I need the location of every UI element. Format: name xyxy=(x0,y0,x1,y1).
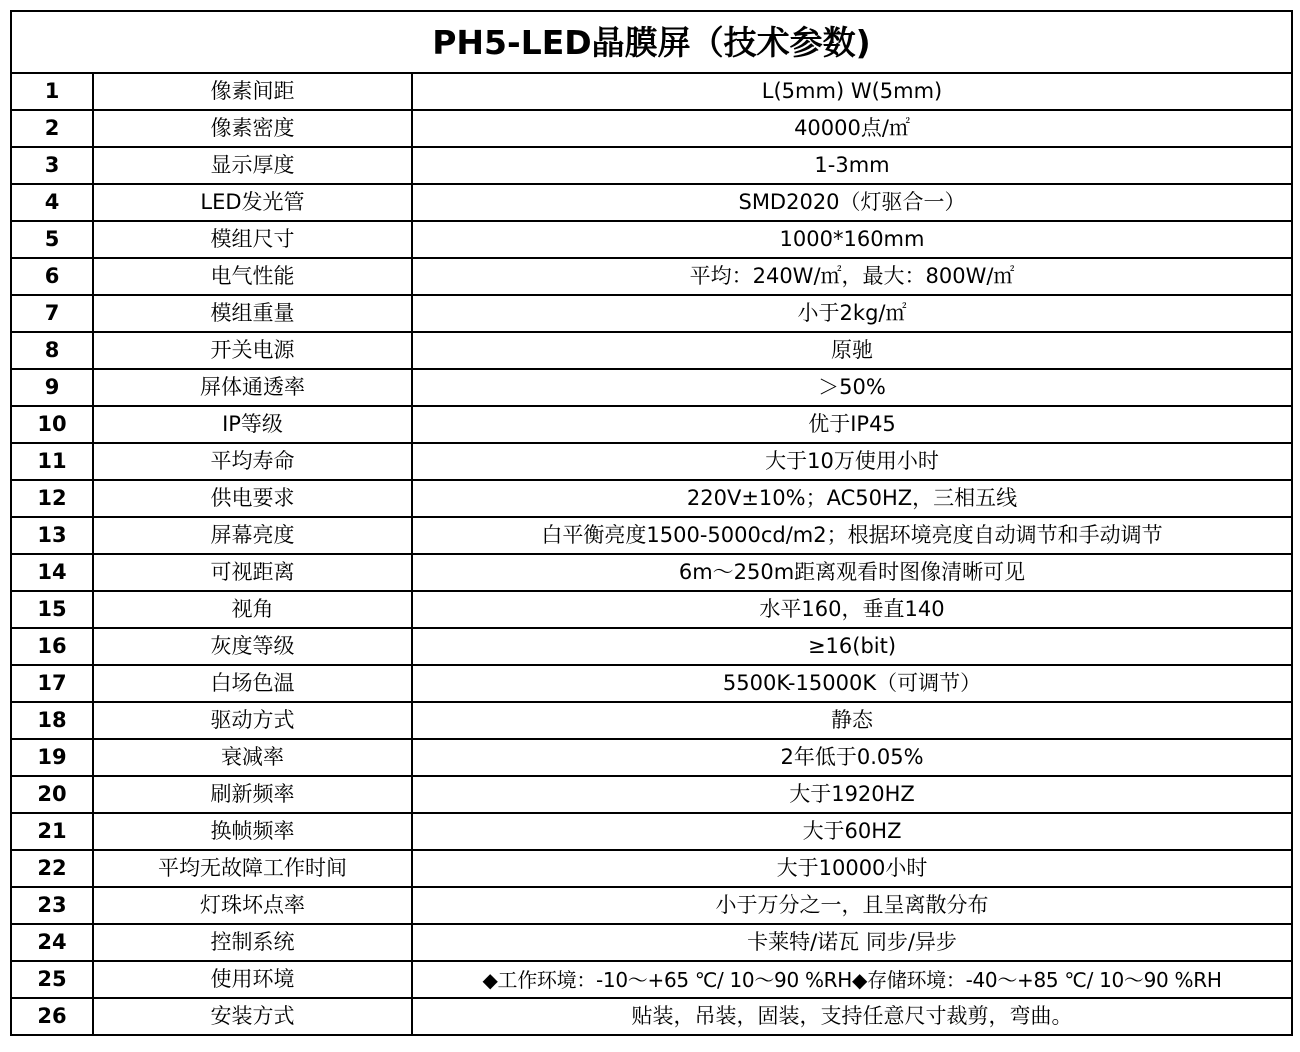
row-number: 16 xyxy=(11,628,93,665)
parameter-value: 静态 xyxy=(412,702,1292,739)
parameter-name: 供电要求 xyxy=(93,480,412,517)
parameter-name: 灯珠坏点率 xyxy=(93,887,412,924)
parameter-value: 40000点/㎡ xyxy=(412,110,1292,147)
row-number: 5 xyxy=(11,221,93,258)
parameter-value: 贴装，吊装，固装，支持任意尺寸裁剪，弯曲。 xyxy=(412,998,1292,1035)
parameter-name: IP等级 xyxy=(93,406,412,443)
table-row xyxy=(11,850,1292,887)
table-row xyxy=(11,443,1292,480)
table-row xyxy=(11,591,1292,628)
parameter-name: 白场色温 xyxy=(93,665,412,702)
parameter-name: 使用环境 xyxy=(93,961,412,998)
spec-sheet xyxy=(10,10,1291,1036)
table-row xyxy=(11,702,1292,739)
parameter-name: 换帧频率 xyxy=(93,813,412,850)
table-row xyxy=(11,813,1292,850)
table-row xyxy=(11,961,1292,998)
row-number: 26 xyxy=(11,998,93,1035)
table-row xyxy=(11,776,1292,813)
parameter-value: 1-3mm xyxy=(412,147,1292,184)
parameter-value: 小于2kg/㎡ xyxy=(412,295,1292,332)
page-title: PH5-LED晶膜屏（技术参数) xyxy=(11,11,1292,73)
parameter-name: 电气性能 xyxy=(93,258,412,295)
parameter-name: 刷新频率 xyxy=(93,776,412,813)
parameter-value: 优于IP45 xyxy=(412,406,1292,443)
parameter-name: 视角 xyxy=(93,591,412,628)
row-number: 19 xyxy=(11,739,93,776)
row-number: 9 xyxy=(11,369,93,406)
row-number: 4 xyxy=(11,184,93,221)
table-row xyxy=(11,517,1292,554)
table-row xyxy=(11,110,1292,147)
row-number: 10 xyxy=(11,406,93,443)
table-row xyxy=(11,147,1292,184)
table-row xyxy=(11,369,1292,406)
table-row xyxy=(11,184,1292,221)
parameter-name: 模组尺寸 xyxy=(93,221,412,258)
parameter-name: 可视距离 xyxy=(93,554,412,591)
row-number: 25 xyxy=(11,961,93,998)
row-number: 24 xyxy=(11,924,93,961)
parameter-name: 屏幕亮度 xyxy=(93,517,412,554)
parameter-name: 像素间距 xyxy=(93,73,412,110)
parameter-name: 屏体通透率 xyxy=(93,369,412,406)
parameter-value: 大于10万使用小时 xyxy=(412,443,1292,480)
spec-table xyxy=(10,10,1293,1036)
row-number: 1 xyxy=(11,73,93,110)
parameter-name: 开关电源 xyxy=(93,332,412,369)
row-number: 6 xyxy=(11,258,93,295)
row-number: 17 xyxy=(11,665,93,702)
row-number: 11 xyxy=(11,443,93,480)
parameter-name: 平均无故障工作时间 xyxy=(93,850,412,887)
row-number: 14 xyxy=(11,554,93,591)
parameter-name: 显示厚度 xyxy=(93,147,412,184)
row-number: 2 xyxy=(11,110,93,147)
parameter-value: 大于1920HZ xyxy=(412,776,1292,813)
parameter-name: 衰减率 xyxy=(93,739,412,776)
row-number: 8 xyxy=(11,332,93,369)
row-number: 22 xyxy=(11,850,93,887)
table-row xyxy=(11,406,1292,443)
parameter-value: 1000*160mm xyxy=(412,221,1292,258)
parameter-value: L(5mm) W(5mm) xyxy=(412,73,1292,110)
parameter-name: 平均寿命 xyxy=(93,443,412,480)
parameter-value: 220V±10%；AC50HZ，三相五线 xyxy=(412,480,1292,517)
table-row xyxy=(11,480,1292,517)
table-row xyxy=(11,887,1292,924)
row-number: 21 xyxy=(11,813,93,850)
parameter-value: SMD2020（灯驱合一） xyxy=(412,184,1292,221)
table-row xyxy=(11,628,1292,665)
table-row xyxy=(11,221,1292,258)
table-row xyxy=(11,73,1292,110)
parameter-name: 灰度等级 xyxy=(93,628,412,665)
row-number: 12 xyxy=(11,480,93,517)
row-number: 18 xyxy=(11,702,93,739)
parameter-value: 水平160，垂直140 xyxy=(412,591,1292,628)
parameter-name: 像素密度 xyxy=(93,110,412,147)
row-number: 7 xyxy=(11,295,93,332)
table-row xyxy=(11,295,1292,332)
table-row xyxy=(11,665,1292,702)
parameter-value: 平均：240W/㎡，最大：800W/㎡ xyxy=(412,258,1292,295)
parameter-value: 2年低于0.05% xyxy=(412,739,1292,776)
title-row xyxy=(11,11,1292,73)
table-row xyxy=(11,258,1292,295)
parameter-value: ≥16(bit) xyxy=(412,628,1292,665)
parameter-value: 5500K-15000K（可调节） xyxy=(412,665,1292,702)
table-row xyxy=(11,554,1292,591)
table-row xyxy=(11,998,1292,1035)
row-number: 3 xyxy=(11,147,93,184)
parameter-name: LED发光管 xyxy=(93,184,412,221)
parameter-value: ＞50% xyxy=(412,369,1292,406)
row-number: 13 xyxy=(11,517,93,554)
parameter-name: 安装方式 xyxy=(93,998,412,1035)
row-number: 23 xyxy=(11,887,93,924)
parameter-value: 大于10000小时 xyxy=(412,850,1292,887)
parameter-name: 驱动方式 xyxy=(93,702,412,739)
parameter-value: 卡莱特/诺瓦 同步/异步 xyxy=(412,924,1292,961)
parameter-value: 原驰 xyxy=(412,332,1292,369)
parameter-name: 模组重量 xyxy=(93,295,412,332)
row-number: 15 xyxy=(11,591,93,628)
parameter-value: ◆工作环境：-10～+65 ℃/ 10～90 %RH◆存储环境：-40～+85 ℃/ 10～90 %RH xyxy=(412,961,1292,998)
parameter-value: 小于万分之一，且呈离散分布 xyxy=(412,887,1292,924)
parameter-value: 大于60HZ xyxy=(412,813,1292,850)
parameter-value: 6m～250m距离观看时图像清晰可见 xyxy=(412,554,1292,591)
row-number: 20 xyxy=(11,776,93,813)
table-row xyxy=(11,332,1292,369)
table-row xyxy=(11,924,1292,961)
parameter-value: 白平衡亮度1500-5000cd/m2；根据环境亮度自动调节和手动调节 xyxy=(412,517,1292,554)
parameter-name: 控制系统 xyxy=(93,924,412,961)
table-row xyxy=(11,739,1292,776)
